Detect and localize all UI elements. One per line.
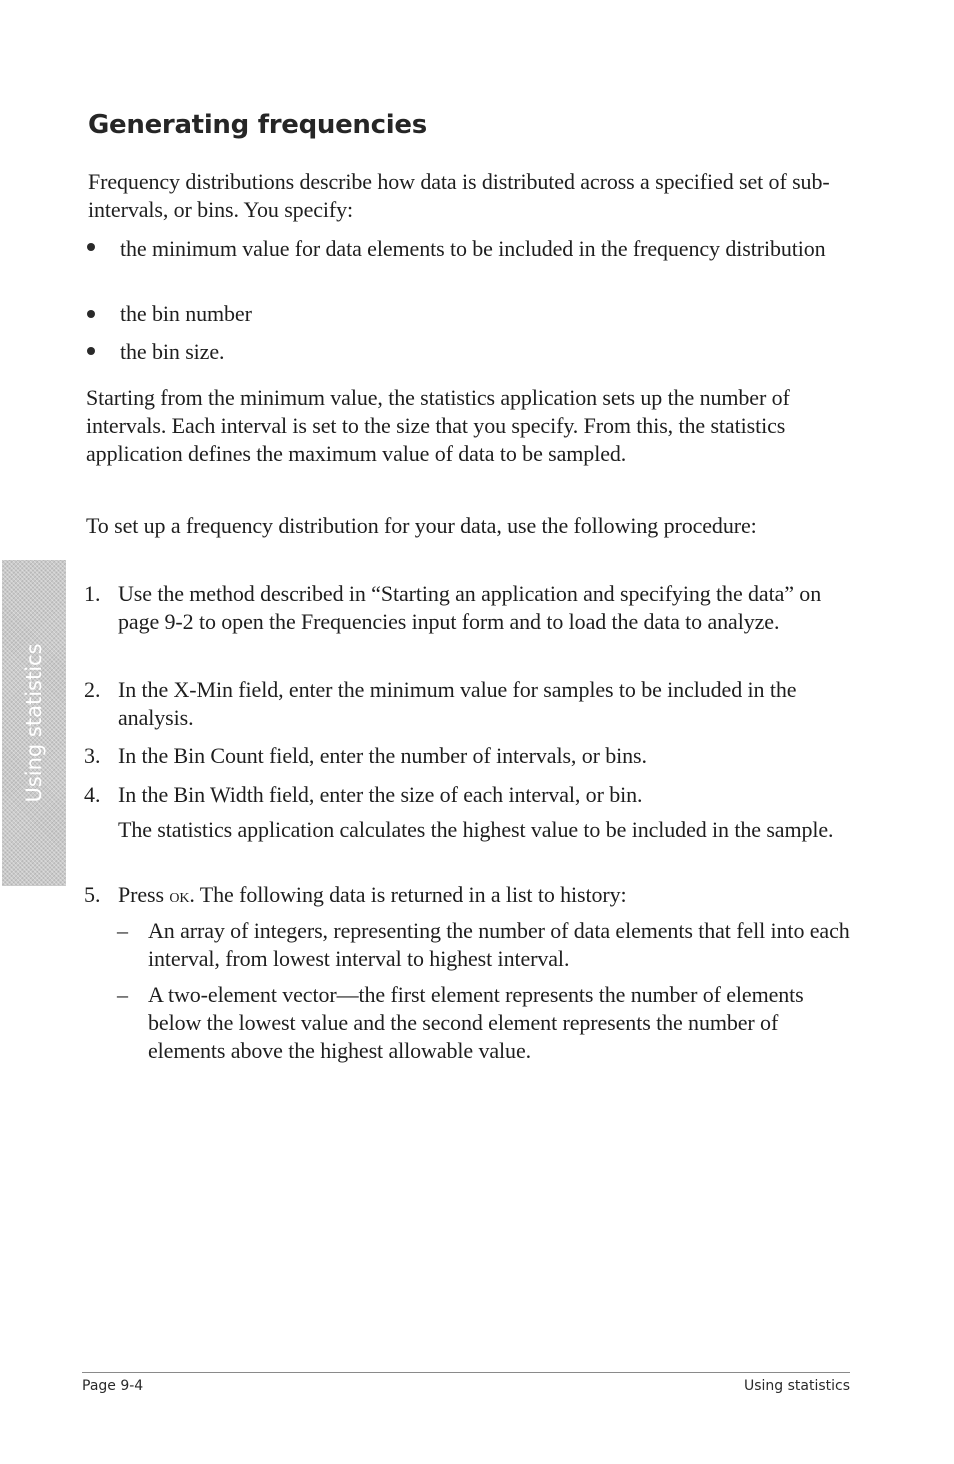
- step-number: 1.: [84, 581, 101, 606]
- footer-chapter-title: Using statistics: [743, 1378, 850, 1394]
- step-text-post: . The following data is returned in a list to history:: [189, 882, 627, 907]
- dash-item: An array of integers, representing the number of data elements that fell into each interval, from lowest interval to highest interval.: [148, 918, 850, 971]
- bullet-item: the minimum value for data elements to be included in the frequency distribution: [120, 236, 826, 261]
- step-text: [118, 881, 858, 910]
- step-note: The statistics application calculates the highest value to be included in the sample.: [118, 817, 834, 842]
- side-tab-label: Using statistics: [22, 643, 46, 803]
- step-number: 4.: [84, 782, 101, 807]
- step-number: 3.: [84, 743, 101, 768]
- step-text-pre: Press: [118, 882, 170, 907]
- bullet-item: the bin size.: [120, 339, 225, 364]
- intro-paragraph: Frequency distributions describe how data is distributed across a specified set of sub-intervals, or bins. You specify:: [88, 169, 830, 222]
- chapter-side-tab: [2, 560, 66, 886]
- ok-key-label: ok: [169, 885, 190, 907]
- section-heading: Generating frequencies: [88, 110, 427, 140]
- step-number: 5.: [84, 882, 101, 907]
- bullet-marker: [87, 243, 95, 251]
- bullet-item: the bin number: [120, 301, 252, 326]
- bullet-marker: [87, 347, 95, 355]
- dash-item: A two-element vector—the first element represents the number of elements below the lowest value and the second element represents the number of elements above the highest allowable value.: [148, 982, 804, 1063]
- procedure-intro: To set up a frequency distribution for your data, use the following procedure:: [86, 513, 757, 538]
- step-text: In the X-Min field, enter the minimum value for samples to be included in the analysis.: [118, 677, 797, 730]
- step-text: In the Bin Width field, enter the size of each interval, or bin.: [118, 782, 643, 807]
- footer-divider: [82, 1372, 850, 1373]
- dash-marker: –: [117, 918, 128, 943]
- step-text: Use the method described in “Starting an application and specifying the data” on page 9-2 to open the Frequencies input form and to load the data to analyze.: [118, 581, 822, 634]
- footer-page-number: Page 9-4: [82, 1378, 144, 1394]
- body-paragraph: Starting from the minimum value, the statistics application sets up the number of intervals. Each interval is set to the size that you specify. From this, the statistics application defines the maximum value of data to be sampled.: [86, 385, 790, 466]
- bullet-marker: [87, 310, 95, 318]
- step-text: In the Bin Count field, enter the number of intervals, or bins.: [118, 743, 647, 768]
- step-number: 2.: [84, 677, 101, 702]
- dash-marker: –: [117, 982, 128, 1007]
